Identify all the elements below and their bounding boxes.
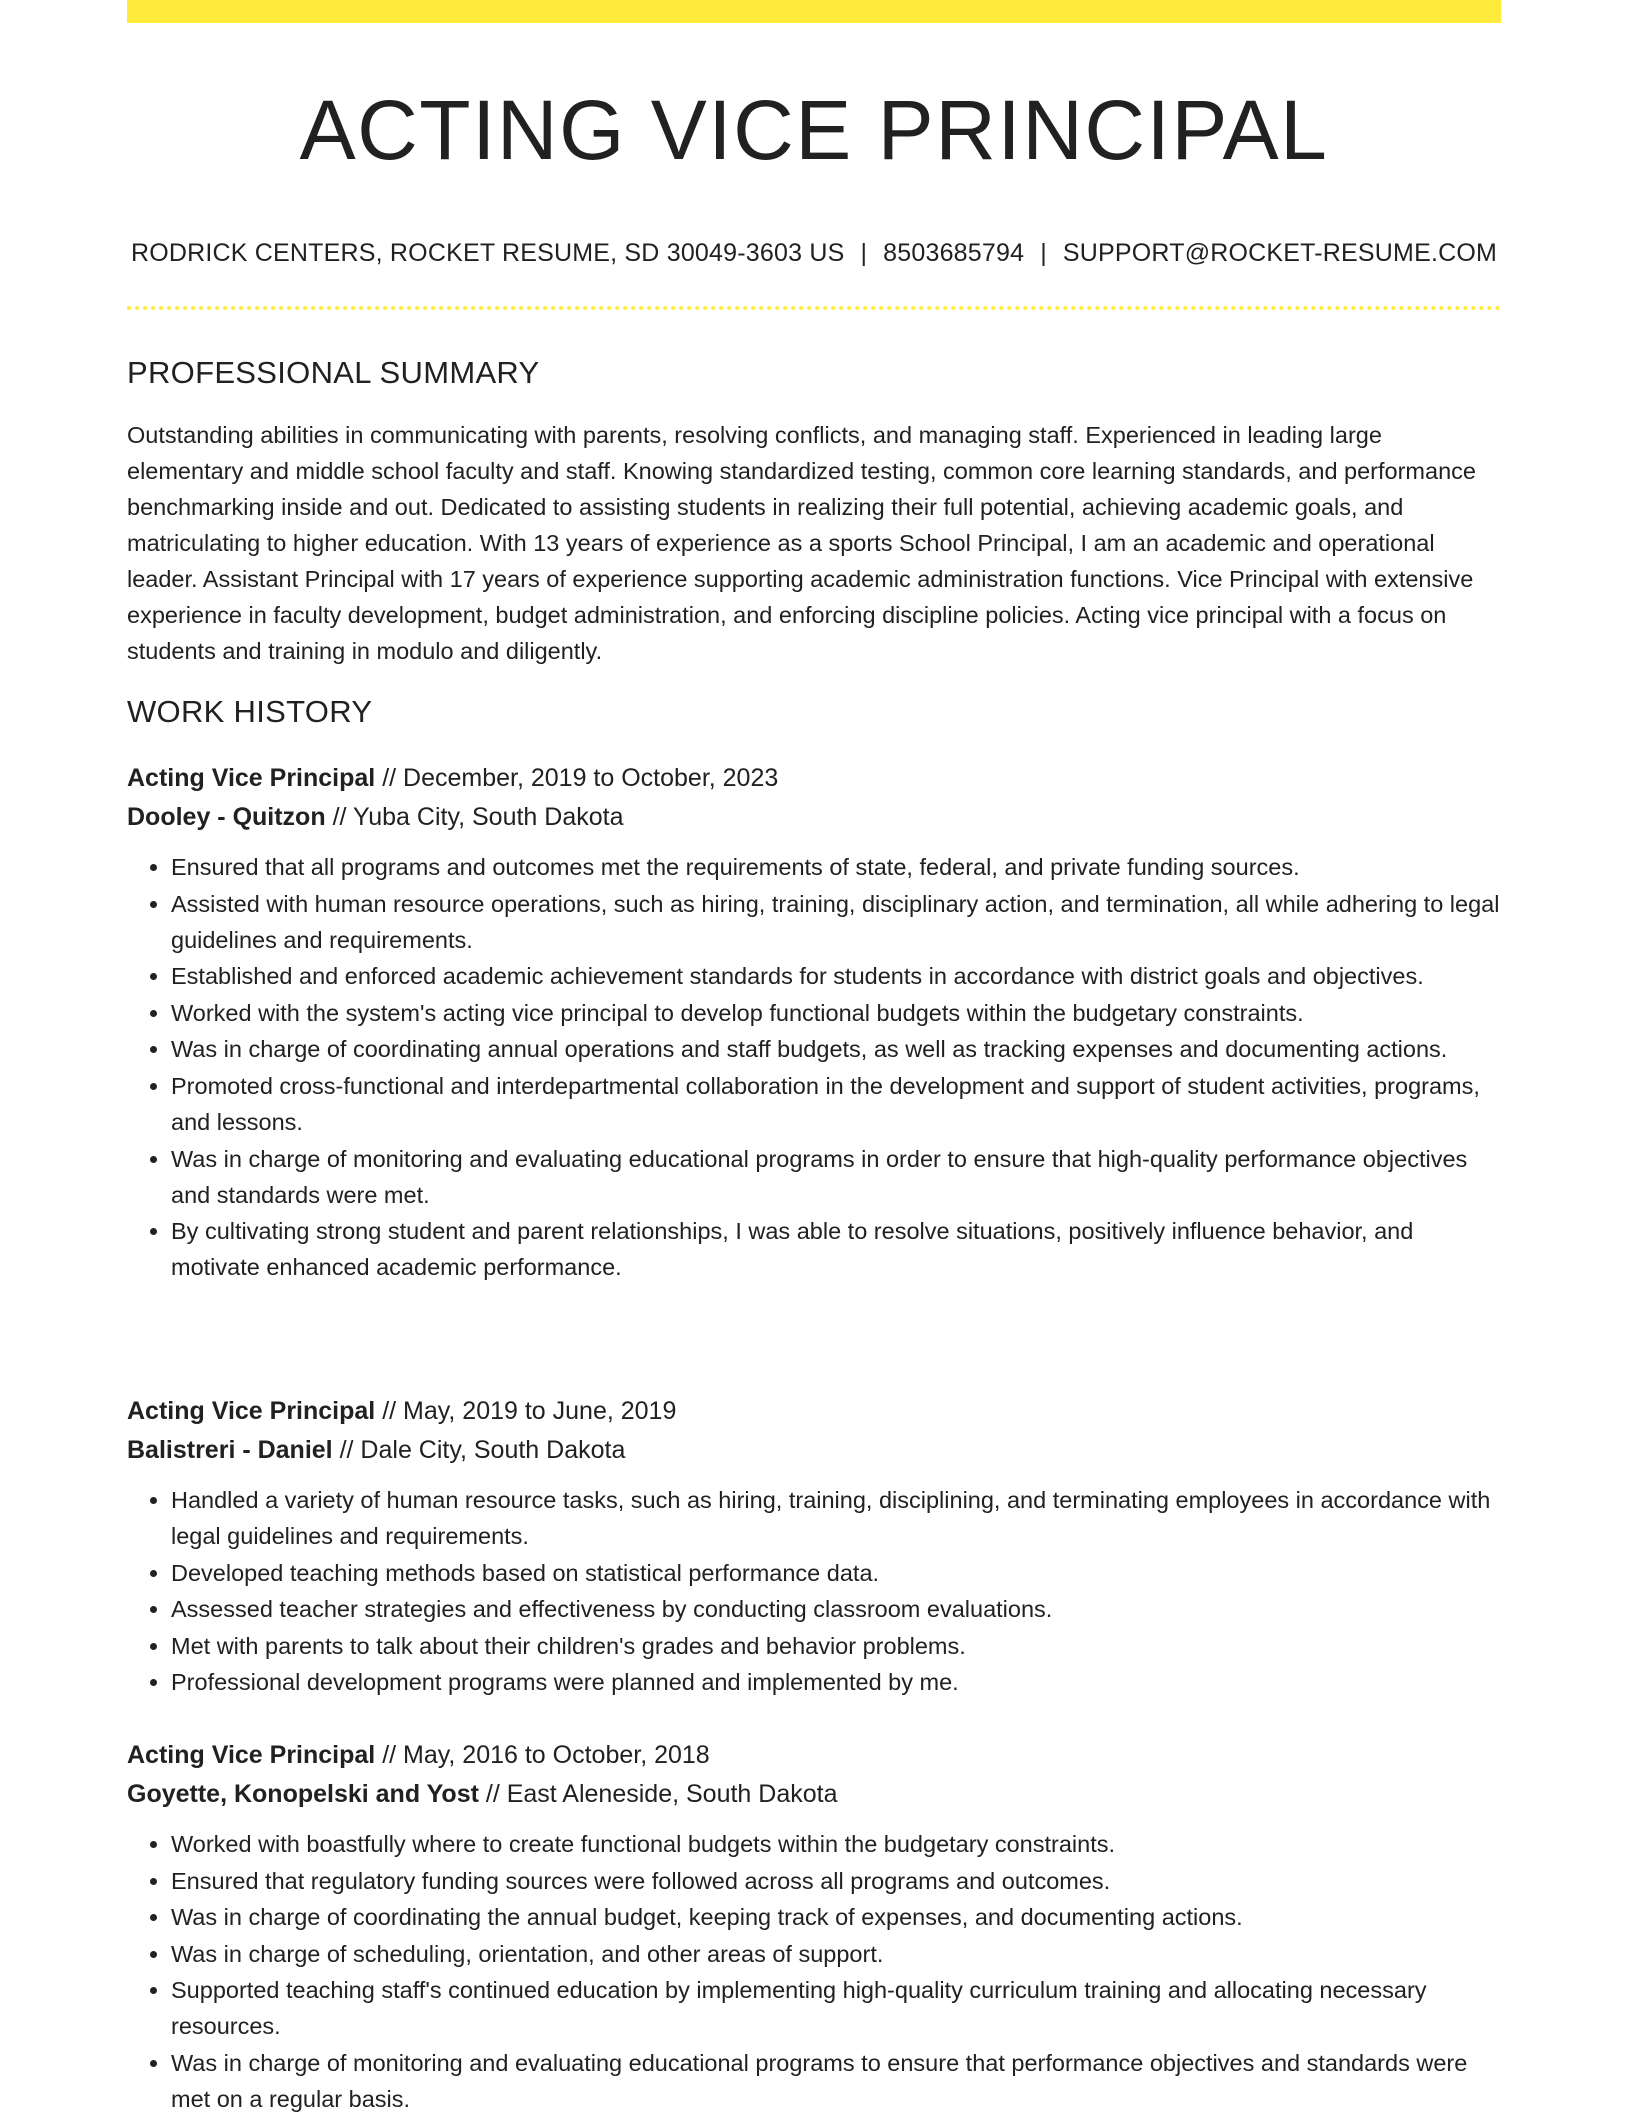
- summary-heading: PROFESSIONAL SUMMARY: [127, 355, 540, 390]
- job-bullet: • Assisted with human resource operations, such as hiring, training, disciplinary action, and termination, all while adhering to legal guidelines and requirements.: [171, 886, 1501, 958]
- contact-separator: |: [860, 239, 868, 267]
- job-bullet: • Handled a variety of human resource tasks, such as hiring, training, disciplining, and terminating employees in accordance with legal guidelines and requirements.: [171, 1482, 1501, 1554]
- job-entry: [127, 1392, 1501, 1701]
- job-bullet: • Was in charge of monitoring and evaluating educational programs in order to ensure that high-quality performance objectives and standards were met.: [171, 1141, 1501, 1213]
- job-bullet: • Was in charge of coordinating the annual budget, keeping track of expenses, and documenting actions.: [171, 1899, 1501, 1935]
- job-title-line: [127, 1736, 1501, 1775]
- job-dates: // December, 2019 to October, 2023: [382, 764, 779, 792]
- job-bullet: • Established and enforced academic achievement standards for students in accordance with district goals and objectives.: [171, 958, 1501, 994]
- job-bullet: • By cultivating strong student and parent relationships, I was able to resolve situations, positively influence behavior, and motivate enhanced academic performance.: [171, 1213, 1501, 1285]
- resume-title: ACTING VICE PRINCIPAL: [299, 83, 1329, 177]
- job-entry: [127, 1736, 1501, 2118]
- job-bullet: • Ensured that regulatory funding sources were followed across all programs and outcomes.: [171, 1863, 1501, 1899]
- job-dates: // May, 2016 to October, 2018: [382, 1741, 710, 1769]
- job-title: Acting Vice Principal: [127, 1741, 376, 1769]
- job-bullets: [127, 1482, 1501, 1700]
- contact-line: [127, 236, 1501, 270]
- contact-address: RODRICK CENTERS, ROCKET RESUME, SD 30049-3603 US: [130, 239, 845, 267]
- job-bullet: • Was in charge of monitoring and evaluating educational programs to ensure that performance objectives and standards were met on a regular basis.: [171, 2045, 1501, 2117]
- job-bullets: [127, 849, 1501, 1285]
- job-company-line: [127, 798, 1501, 837]
- job-bullet: • Developed teaching methods based on statistical performance data.: [171, 1555, 1501, 1591]
- job-bullet: • Met with parents to talk about their children's grades and behavior problems.: [171, 1628, 1501, 1664]
- job-title-line: [127, 1392, 1501, 1431]
- job-bullet: • Ensured that all programs and outcomes met the requirements of state, federal, and private funding sources.: [171, 849, 1501, 885]
- job-company: Goyette, Konopelski and Yost: [127, 1780, 479, 1808]
- job-company: Dooley - Quitzon: [127, 803, 326, 831]
- job-bullets: [127, 1826, 1501, 2117]
- job-bullet: • Was in charge of scheduling, orientation, and other areas of support.: [171, 1936, 1501, 1972]
- contact-email: SUPPORT@ROCKET-RESUME.COM: [1062, 239, 1498, 267]
- job-bullet: • Worked with boastfully where to create functional budgets within the budgetary constraints.: [171, 1826, 1501, 1862]
- job-bullet: • Professional development programs were planned and implemented by me.: [171, 1664, 1501, 1700]
- contact-separator: |: [1040, 239, 1047, 267]
- job-title: Acting Vice Principal: [127, 764, 376, 792]
- job-bullet: • Worked with the system's acting vice principal to develop functional budgets within the budgetary constraints.: [171, 995, 1501, 1031]
- job-location: // East Aleneside, South Dakota: [485, 1780, 838, 1808]
- summary-text: Outstanding abilities in communicating with parents, resolving conflicts, and managing staff. Experienced in leading large elementary and middle school faculty and staff. Knowing standardized testing, common core learning standards, and performance benchmarking inside and out. Dedicated to assisting students in realizing their full potential, achieving academic goals, and matriculating to higher education. With 13 years of experience as a sports School Principal, I am an academic and operational leader. Assistant Principal with 17 years of experience supporting academic administration functions. Vice Principal with extensive experience in faculty development, budget administration, and enforcing discipline policies. Acting vice principal with a focus on students and training in modulo and diligently.: [127, 422, 1476, 664]
- job-location: // Yuba City, South Dakota: [332, 803, 624, 831]
- job-bullet: • Was in charge of coordinating annual operations and staff budgets, as well as tracking expenses and documenting actions.: [171, 1031, 1501, 1067]
- work-history-heading: WORK HISTORY: [127, 694, 373, 729]
- job-company-line: [127, 1431, 1501, 1470]
- accent-bar: [127, 0, 1501, 23]
- job-title-line: [127, 759, 1501, 798]
- job-location: // Dale City, South Dakota: [339, 1436, 626, 1464]
- job-title: Acting Vice Principal: [127, 1397, 376, 1425]
- job-company-line: [127, 1775, 1501, 1814]
- dotted-divider: [127, 306, 1501, 310]
- job-bullet: • Assessed teacher strategies and effectiveness by conducting classroom evaluations.: [171, 1591, 1501, 1627]
- job-bullet: • Promoted cross-functional and interdepartmental collaboration in the development and support of student activities, programs, and lessons.: [171, 1068, 1501, 1140]
- job-dates: // May, 2019 to June, 2019: [382, 1397, 677, 1425]
- job-company: Balistreri - Daniel: [127, 1436, 333, 1464]
- contact-phone: 8503685794: [883, 239, 1025, 267]
- resume-page: [127, 0, 1501, 2112]
- job-bullet: • Supported teaching staff's continued education by implementing high-quality curriculum training and allocating necessary resources.: [171, 1972, 1501, 2044]
- job-entry: [127, 759, 1501, 1286]
